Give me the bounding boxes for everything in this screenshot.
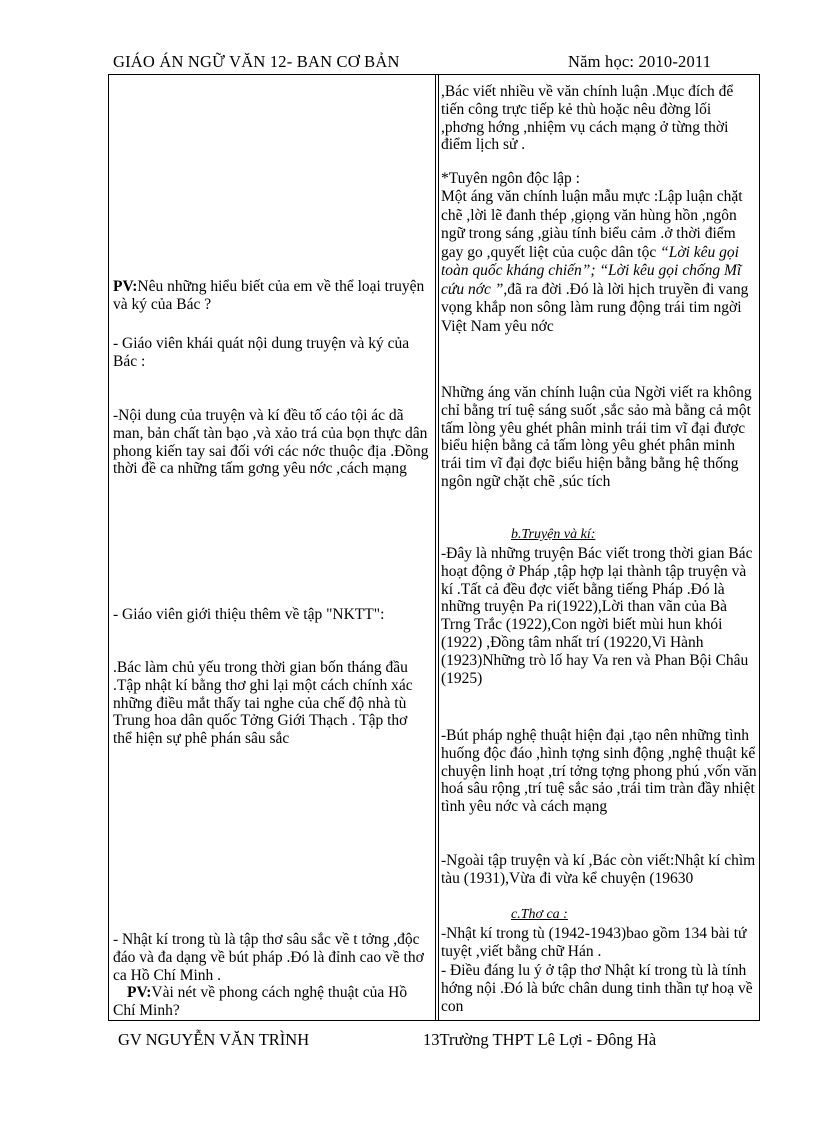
left-question-2 xyxy=(113,984,429,1020)
left-teacher-intro: - Giáo viên giới thiệu thêm về tập "NKTT": xyxy=(113,606,385,623)
declaration-text-b: ,đã ra đời .Đó là lời hịch truyền đi vang vọng khắp non sông làm rung động trái tim ngời Việt Nam yêu nớc xyxy=(441,280,749,335)
quote-appeal-anti-us: “Lời kêu gọi chống Mĩ cứu nớc ” xyxy=(441,262,742,298)
header-title: GIÁO ÁN NGỮ VĂN 12- BAN CƠ BẢN xyxy=(113,52,400,71)
question-text: Vài nét về phong cách nghệ thuật của Hồ Chí Minh? xyxy=(113,984,408,1019)
declaration-text-a: Một áng văn chính luận mẫu mực :Lập luận chặt chẽ ,lời lẽ đanh thép ,giọng văn hùng hồn ,ngôn ngữ trong sáng ,giàu tính biểu cảm .ở thời điểm gay go ,quyết liệt của cuộc dân tộc xyxy=(441,188,743,261)
right-art-style-paragraph: -Bút pháp nghệ thuật hiện đại ,tạo nên những tình huống độc đáo ,hình tợng sinh động ,nghệ thuật kể chuyện linh hoạt ,trí tởng tợng phong phú ,vốn văn hoá sâu rộng ,trí tuệ sắc sảo ,trái tim tràn đầy nhiệt tình yêu nớc và cách mạng xyxy=(441,727,757,816)
question-label: PV: xyxy=(127,984,152,1001)
right-prison-diary-paragraph: -Nhật kí trong tù (1942-1943)bao gồm 134 bài tứ tuyệt ,viết bằng chữ Hán . xyxy=(441,925,747,960)
left-question-1 xyxy=(113,278,429,314)
right-declaration-title: *Tuyên ngôn độc lập : xyxy=(441,170,580,187)
right-intro-paragraph: ,Bác viết nhiều về văn chính luận .Mục đích để tiến công trực tiếp kẻ thù hoặc nêu đờng lối ,phơng hớng ,nhiệm vụ cách mạng ở từng thời điểm lịch sử . xyxy=(441,83,734,154)
column-divider-inner xyxy=(438,75,439,1021)
right-stories-paragraph: -Đây là những truyện Bác viết trong thời gian Bác hoạt động ở Pháp ,tập hợp lại thành tập truyện và kí .Tất cả đều đợc viết bằng tiếng Pháp .Đó là những truyện Pa ri(1922),Lời than vãn của Bà Trng Trắc (1922),Con ngời biết mùi hun khói (1922) ,Đồng tâm nhất trí (19220,Vi Hành (1923)Những trò lố hay Va ren và Phan Bội Châu (1925) xyxy=(441,545,753,687)
column-divider xyxy=(435,75,436,1021)
right-political-essays-paragraph: Những áng văn chính luận của Ngời viết ra không chỉ bằng trí tuệ sáng suốt ,sắc sảo mà bằng cả một tấm lòng yêu ghét phân minh trái tim vĩ đại được biểu hiện bằng cả tấm lòng yêu ghét phân minh trái tim vĩ đại đợc biểu hiện bằng bằng hệ thống ngôn ngữ chặt chẽ ,súc tích xyxy=(441,384,752,490)
footer-teacher: GV NGUYỄN VĂN TRÌNH xyxy=(118,1030,310,1049)
right-declaration-paragraph xyxy=(441,188,757,336)
left-nktt-paragraph: .Bác làm chủ yếu trong thời gian bốn tháng đầu .Tập nhật kí bằng thơ ghi lại một cách chính xác những điều mắt thấy tai nghe của chế độ nhà tù Trung hoa dân quốc Tởng Giới Thạch . Tập thơ thể hiện sự phê phán sâu sắc xyxy=(113,659,413,748)
question-text: Nêu những hiểu biết của em về thể loại truyện và ký của Bác ? xyxy=(113,278,425,313)
quote-separator: ; xyxy=(590,262,600,279)
section-title-poetry: c.Thơ ca : xyxy=(511,907,568,922)
section-title-stories: b.Truyện và kí: xyxy=(511,527,596,542)
header-school-year: Năm học: 2010-2011 xyxy=(568,52,712,71)
quote-appeal-resistance: “Lời kêu gọi toàn quốc kháng chiến” xyxy=(441,243,739,279)
left-content-paragraph: -Nội dung của truyện và kí đều tố cáo tội ác dã man, bản chất tàn bạo ,và xảo trá của bọn thực dân phong kiến tay sai đối với các nớc thuộc địa .Đồng thời đề ca những tấm gơng yêu nớc ,cách mạng xyxy=(113,407,429,478)
right-other-works-paragraph: -Ngoài tập truyện và kí ,Bác còn viết:Nhật kí chìm tàu (1931),Vừa đi vừa kể chuyện (19630 xyxy=(441,852,756,887)
left-teacher-summary: - Giáo viên khái quát nội dung truyện và ký của Bác : xyxy=(113,335,410,370)
right-introspection-paragraph: - Điều đáng lu ý ở tập thơ Nhật kí trong tù là tính hớng nội .Đó là bức chân dung tinh thần tự hoạ về con xyxy=(441,962,753,1015)
left-nktt-summary: - Nhật kí trong tù là tập thơ sâu sắc về t tởng ,độc đáo và đa dạng về bút pháp .Đó là đỉnh cao về thơ ca Hồ Chí Minh . xyxy=(113,931,424,984)
question-label: PV: xyxy=(113,278,138,295)
footer-school: 13Trường THPT Lê Lợi - Đông Hà xyxy=(423,1030,657,1049)
